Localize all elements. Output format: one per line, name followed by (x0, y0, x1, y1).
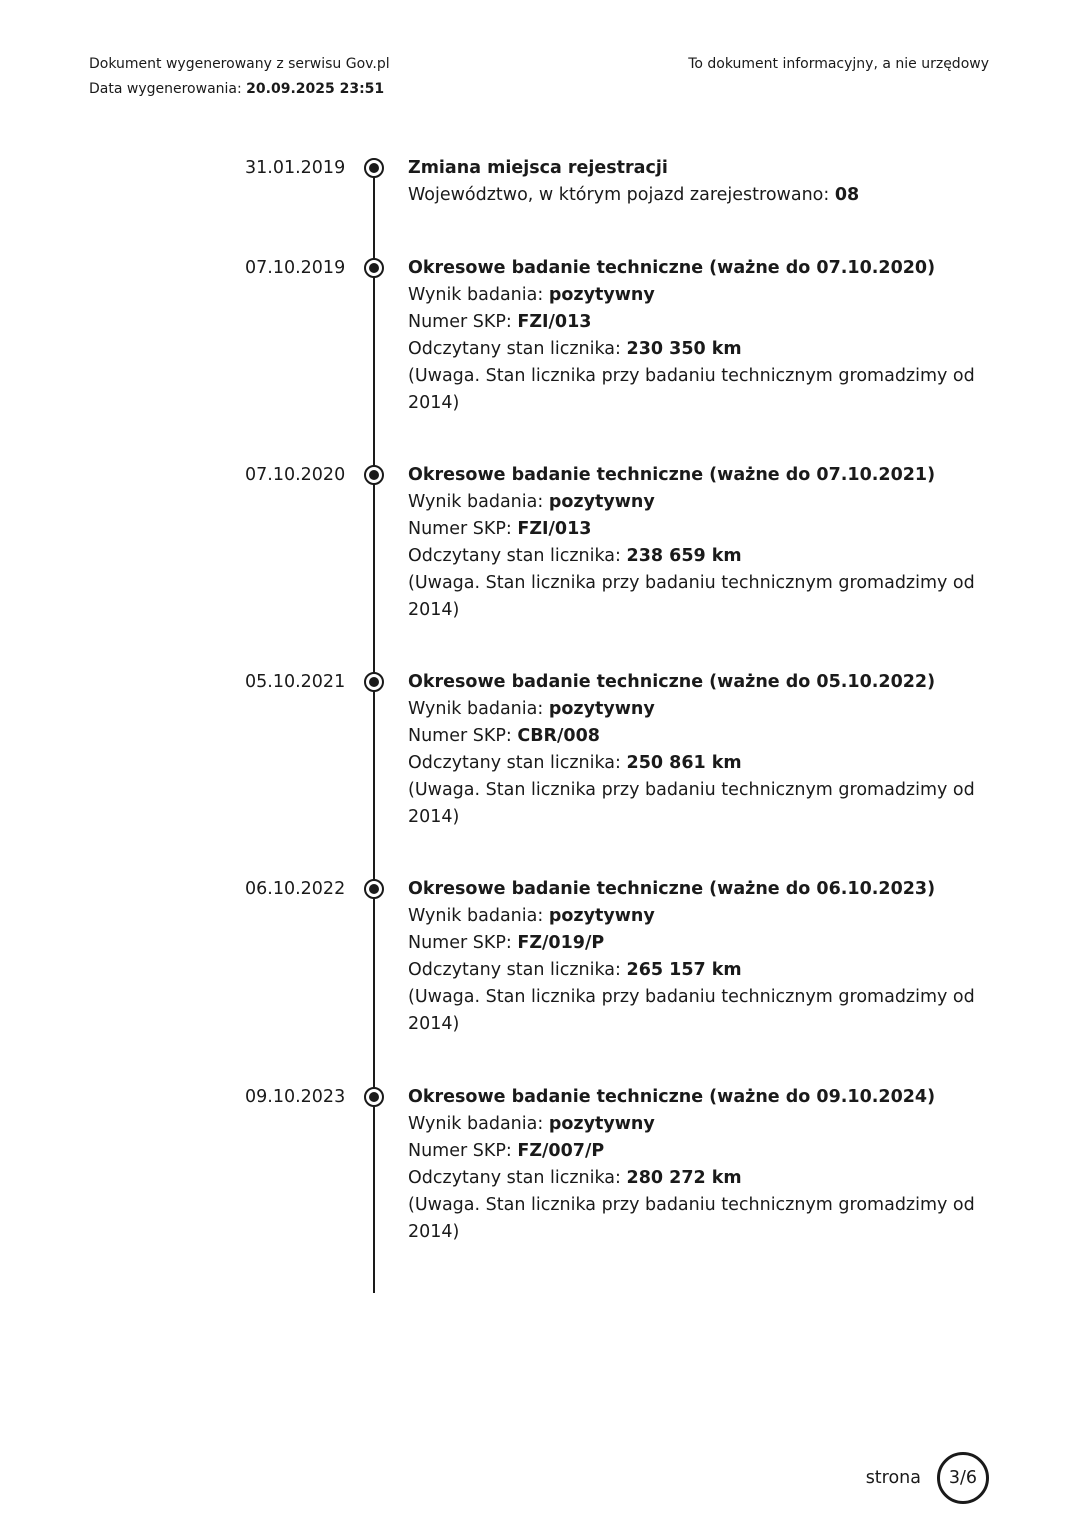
entry-date: 06.10.2022 (245, 879, 346, 899)
result-value: pozytywny (548, 492, 655, 512)
odometer-line (408, 336, 988, 363)
odometer-note: (Uwaga. Stan licznika przy badaniu technicznym gromadzimy od 2014) (408, 1195, 975, 1242)
odometer-label: Odczytany stan licznika: (408, 339, 621, 359)
result-label: Wynik badania: (408, 699, 544, 719)
result-label: Wynik badania: (408, 285, 544, 305)
timeline-dot-icon (364, 158, 384, 178)
skp-line (408, 516, 988, 543)
entry-date: 31.01.2019 (245, 158, 346, 178)
generation-date-value: 20.09.2025 23:51 (246, 81, 385, 97)
odometer-line (408, 543, 988, 570)
region-label: Województwo, w którym pojazd zarejestrowano: (408, 185, 830, 205)
page-label: strona (865, 1468, 921, 1488)
result-line (408, 903, 988, 930)
generation-date (89, 77, 390, 102)
skp-value: FZ/007/P (517, 1141, 605, 1161)
disclaimer: To dokument informacyjny, a nie urzędowy (688, 56, 989, 72)
generation-date-label: Data wygenerowania: (89, 81, 242, 97)
result-label: Wynik badania: (408, 906, 544, 926)
result-line (408, 696, 988, 723)
timeline-dot-icon (364, 465, 384, 485)
odometer-note: (Uwaga. Stan licznika przy badaniu technicznym gromadzimy od 2014) (408, 366, 975, 413)
skp-value: FZI/013 (517, 519, 592, 539)
skp-label: Numer SKP: (408, 933, 512, 953)
entry-title: Okresowe badanie techniczne (ważne do 07.10.2021) (408, 465, 936, 485)
page-number: 3/6 (937, 1452, 989, 1504)
odometer-value: 280 272 km (626, 1168, 742, 1188)
odometer-label: Odczytany stan licznika: (408, 753, 621, 773)
odometer-note: (Uwaga. Stan licznika przy badaniu technicznym gromadzimy od 2014) (408, 573, 975, 620)
result-line (408, 282, 988, 309)
entry-title: Okresowe badanie techniczne (ważne do 07.10.2020) (408, 258, 936, 278)
entry-date: 05.10.2021 (245, 672, 346, 692)
odometer-label: Odczytany stan licznika: (408, 1168, 621, 1188)
result-value: pozytywny (548, 699, 655, 719)
entry-title: Okresowe badanie techniczne (ważne do 09.10.2024) (408, 1087, 936, 1107)
skp-label: Numer SKP: (408, 726, 512, 746)
entry-title: Zmiana miejsca rejestracji (408, 158, 668, 178)
entry-body (408, 1084, 988, 1246)
odometer-value: 250 861 km (626, 753, 742, 773)
region-line (408, 182, 988, 209)
result-label: Wynik badania: (408, 492, 544, 512)
entry-date: 09.10.2023 (245, 1087, 346, 1107)
odometer-note: (Uwaga. Stan licznika przy badaniu technicznym gromadzimy od 2014) (408, 780, 975, 827)
odometer-value: 238 659 km (626, 546, 742, 566)
entry-body (408, 876, 988, 1038)
skp-line (408, 1138, 988, 1165)
entry-body (408, 155, 988, 209)
entry-date: 07.10.2020 (245, 465, 346, 485)
result-value: pozytywny (548, 906, 655, 926)
odometer-line (408, 957, 988, 984)
skp-label: Numer SKP: (408, 519, 512, 539)
result-value: pozytywny (548, 285, 655, 305)
entry-title: Okresowe badanie techniczne (ważne do 05.10.2022) (408, 672, 936, 692)
timeline-dot-icon (364, 879, 384, 899)
page-footer (866, 1452, 989, 1504)
skp-value: FZI/013 (517, 312, 592, 332)
timeline-dot-icon (364, 672, 384, 692)
result-line (408, 489, 988, 516)
odometer-line (408, 750, 988, 777)
odometer-label: Odczytany stan licznika: (408, 960, 621, 980)
skp-line (408, 723, 988, 750)
timeline-dot-icon (364, 258, 384, 278)
entry-body (408, 462, 988, 624)
source-text: Dokument wygenerowany z serwisu Gov.pl (89, 56, 390, 72)
skp-label: Numer SKP: (408, 1141, 512, 1161)
odometer-value: 230 350 km (626, 339, 742, 359)
timeline-dot-icon (364, 1087, 384, 1107)
entry-title: Okresowe badanie techniczne (ważne do 06.10.2023) (408, 879, 936, 899)
odometer-label: Odczytany stan licznika: (408, 546, 621, 566)
skp-value: FZ/019/P (517, 933, 605, 953)
region-value: 08 (834, 185, 860, 205)
timeline-line (373, 168, 375, 1293)
entry-date: 07.10.2019 (245, 258, 346, 278)
result-value: pozytywny (548, 1114, 655, 1134)
result-line (408, 1111, 988, 1138)
entry-body (408, 255, 988, 417)
skp-label: Numer SKP: (408, 312, 512, 332)
entry-body (408, 669, 988, 831)
skp-line (408, 309, 988, 336)
odometer-line (408, 1165, 988, 1192)
result-label: Wynik badania: (408, 1114, 544, 1134)
odometer-value: 265 157 km (626, 960, 742, 980)
skp-value: CBR/008 (517, 726, 600, 746)
odometer-note: (Uwaga. Stan licznika przy badaniu technicznym gromadzimy od 2014) (408, 987, 975, 1034)
document-header-left (89, 52, 390, 102)
skp-line (408, 930, 988, 957)
